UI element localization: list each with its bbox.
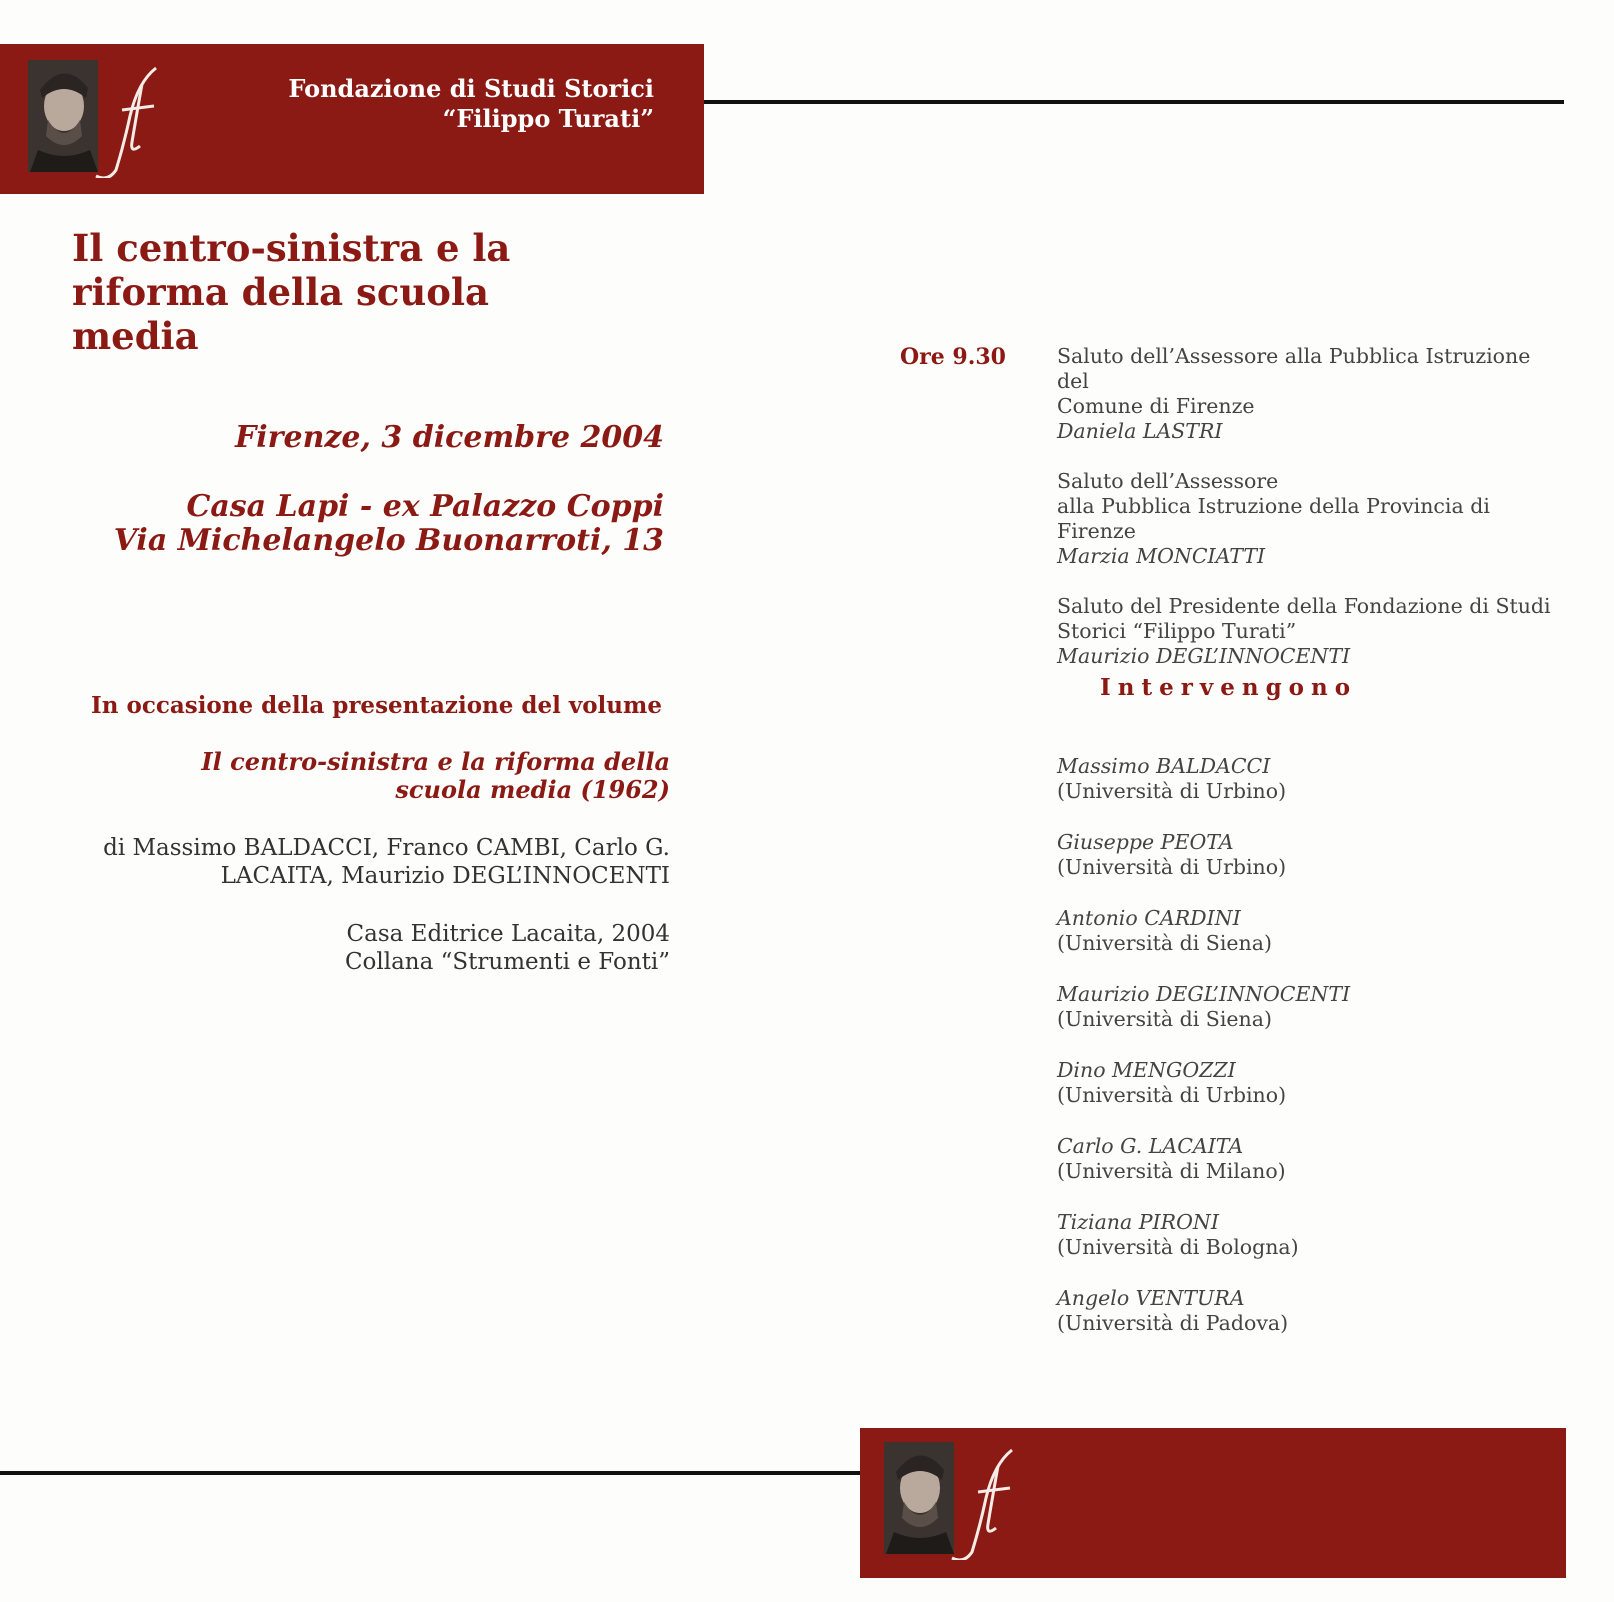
greeting-text-line-1: Saluto dell’Assessore bbox=[1057, 469, 1279, 493]
speaker-affiliation: (Università di Siena) bbox=[1057, 1007, 1272, 1031]
speaker-item bbox=[1057, 1210, 1557, 1260]
greeting-item bbox=[1057, 469, 1567, 569]
publisher-line-2: Collana “Strumenti e Fonti” bbox=[344, 949, 670, 975]
speaker-item bbox=[1057, 1134, 1557, 1184]
speaker-affiliation: (Università di Urbino) bbox=[1057, 1083, 1287, 1107]
speaker-name: Tiziana PIRONI bbox=[1057, 1210, 1219, 1234]
event-venue bbox=[60, 490, 664, 558]
greeting-text-line-2: alla Pubblica Istruzione della Provincia di Firenze bbox=[1057, 494, 1490, 543]
venue-line-1: Casa Lapi - ex Palazzo Coppi bbox=[186, 489, 664, 524]
speaker-item bbox=[1057, 1058, 1557, 1108]
speaker-item bbox=[1057, 754, 1557, 804]
book-title-line-1: Il centro-sinistra e la riforma della bbox=[201, 747, 670, 776]
occasion-text: In occasione della presentazione del volume bbox=[91, 692, 662, 719]
speaker-affiliation: (Università di Bologna) bbox=[1057, 1235, 1299, 1259]
authors-line-2: LACAITA, Maurizio DEGL’INNOCENTI bbox=[220, 863, 670, 889]
greeting-text-line-1: Saluto dell’Assessore alla Pubblica Istruzione del bbox=[1057, 344, 1531, 393]
program-time: Ore 9.30 bbox=[900, 344, 1006, 370]
speaker-item bbox=[1057, 982, 1557, 1032]
speakers-heading: Intervengono bbox=[1100, 674, 1358, 701]
book-title-line-2: scuola media (1962) bbox=[395, 775, 670, 804]
page-title bbox=[72, 226, 572, 358]
book-title bbox=[100, 748, 670, 804]
greetings-list bbox=[1057, 344, 1567, 694]
publisher-line-1: Casa Editrice Lacaita, 2004 bbox=[346, 921, 670, 947]
greeting-text-line-1: Saluto del Presidente della Fondazione di Studi bbox=[1057, 594, 1551, 618]
greeting-item bbox=[1057, 594, 1567, 669]
title-line-1: Il centro-sinistra e la bbox=[72, 226, 511, 270]
portrait-ft-logo-icon bbox=[26, 58, 166, 178]
greeting-person: Maurizio DEGL’INNOCENTI bbox=[1057, 644, 1351, 668]
speaker-affiliation: (Università di Urbino) bbox=[1057, 855, 1287, 879]
title-line-3: media bbox=[72, 314, 199, 358]
speaker-name: Maurizio DEGL’INNOCENTI bbox=[1057, 982, 1351, 1006]
greeting-item bbox=[1057, 344, 1567, 444]
speaker-name: Giuseppe PEOTA bbox=[1057, 830, 1234, 854]
speaker-affiliation: (Università di Urbino) bbox=[1057, 779, 1287, 803]
authors-line-1: di Massimo BALDACCI, Franco CAMBI, Carlo G. bbox=[103, 835, 670, 861]
speaker-name: Massimo BALDACCI bbox=[1057, 754, 1271, 778]
speaker-item bbox=[1057, 830, 1557, 880]
org-line-1: Fondazione di Studi Storici bbox=[288, 74, 654, 103]
speaker-name: Carlo G. LACAITA bbox=[1057, 1134, 1244, 1158]
greeting-text-line-2: Storici “Filippo Turati” bbox=[1057, 619, 1297, 643]
greeting-person: Daniela LASTRI bbox=[1057, 419, 1223, 443]
event-date: Firenze, 3 dicembre 2004 bbox=[234, 420, 664, 455]
greeting-person: Marzia MONCIATTI bbox=[1057, 544, 1266, 568]
speaker-name: Dino MENGOZZI bbox=[1057, 1058, 1236, 1082]
speaker-name: Antonio CARDINI bbox=[1057, 906, 1241, 930]
speaker-name: Angelo VENTURA bbox=[1057, 1286, 1245, 1310]
speaker-item bbox=[1057, 906, 1557, 956]
speakers-list bbox=[1057, 754, 1557, 1362]
organization-name bbox=[254, 74, 654, 134]
book-publisher bbox=[200, 920, 670, 976]
book-authors bbox=[60, 834, 670, 890]
portrait-ft-logo-icon bbox=[882, 1440, 1022, 1560]
greeting-text-line-2: Comune di Firenze bbox=[1057, 394, 1255, 418]
bottom-divider bbox=[0, 1471, 860, 1475]
speaker-affiliation: (Università di Milano) bbox=[1057, 1159, 1286, 1183]
speaker-affiliation: (Università di Siena) bbox=[1057, 931, 1272, 955]
title-line-2: riforma della scuola bbox=[72, 270, 489, 314]
org-line-2: “Filippo Turati” bbox=[442, 104, 654, 133]
venue-line-2: Via Michelangelo Buonarroti, 13 bbox=[113, 523, 664, 558]
speaker-affiliation: (Università di Padova) bbox=[1057, 1311, 1289, 1335]
top-divider bbox=[704, 100, 1564, 104]
speaker-item bbox=[1057, 1286, 1557, 1336]
